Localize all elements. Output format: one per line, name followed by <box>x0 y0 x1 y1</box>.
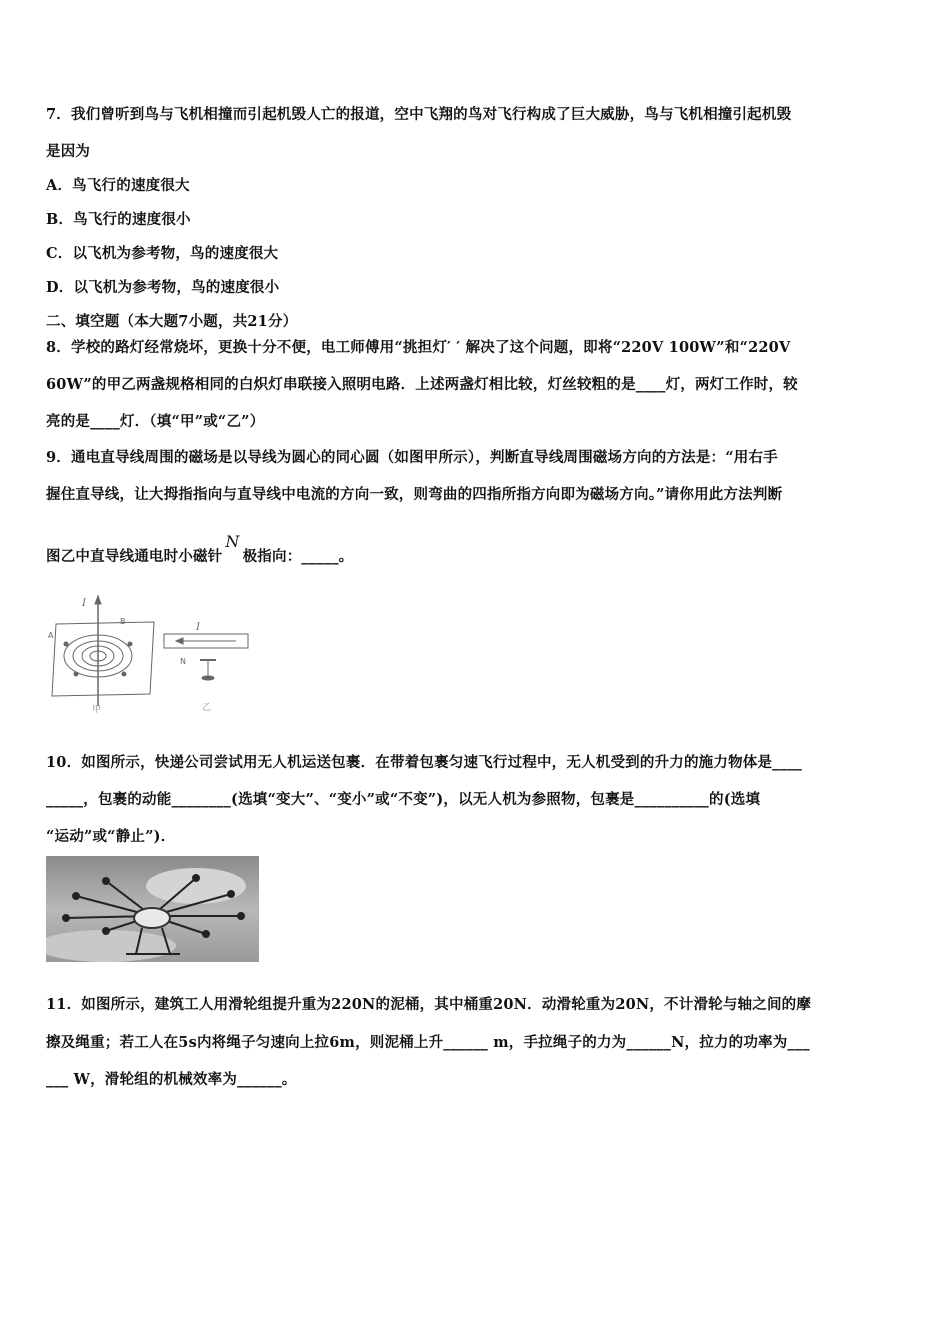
field-plane <box>52 622 154 696</box>
drone-photo <box>46 856 259 962</box>
q9-line3-text-b: 极指向：_____。 <box>242 548 354 565</box>
q10-line3: “运动”或“静止”)． <box>46 828 176 845</box>
figure-jia <box>52 596 154 706</box>
label-n: N <box>180 657 186 666</box>
q9-figure-magnetic-field <box>46 594 256 714</box>
q9-line1: 9．通电直导线周围的磁场是以导线为圆心的同心圆（如图甲所示），判断直导线周围磁场方向的方法是：“用右手 <box>46 449 778 466</box>
q9-n-pole-symbol: N <box>225 532 240 551</box>
q7-stem-line2: 是因为 <box>46 143 91 160</box>
q7-option-c: C．以飞机为参考物，鸟的速度很大 <box>46 245 279 262</box>
compass-icon <box>64 642 68 646</box>
q7-option-a: A．鸟飞行的速度很大 <box>46 177 190 194</box>
q8-line3: 亮的是____灯．（填“甲”或“乙”） <box>46 413 265 430</box>
q7-option-b: B．鸟飞行的速度很小 <box>46 211 191 228</box>
figure-yi <box>164 634 248 680</box>
q10-line2: _____，包裹的动能________(选填“变大”、“变小”或“不变”)，以无人机为参照物，包裹是__________的(选填 <box>46 791 761 808</box>
label-b: B <box>120 617 126 626</box>
caption-yi: 乙 <box>202 703 212 713</box>
current-label-jia: I <box>82 598 86 609</box>
q8-line2: 60W”的甲乙两盏规格相同的白炽灯串联接入照明电路．上述两盏灯相比较，灯丝较粗的是____灯，两灯工作时，较 <box>46 376 798 393</box>
q9-line2: 握住直导线，让大拇指指向与直导线中电流的方向一致，则弯曲的四指所指方向即为磁场方向。”请你用此方法判断 <box>46 486 783 503</box>
current-label-yi: I <box>196 622 200 633</box>
q11-line2: 擦及绳重；若工人在5s内将绳子匀速向上拉6m，则泥桶上升______ m，手拉绳子的力为______N，拉力的功率为___ <box>46 1034 810 1051</box>
q9-line3-text-a: 图乙中直导线通电时小磁针 <box>46 548 223 565</box>
compass-icon <box>74 672 78 676</box>
q8-line1: 8．学校的路灯经常烧坏，更换十分不便，电工师傅用“挑担灯′ ′ 解决了这个问题，即将“220V 100W”和“220V <box>46 339 791 356</box>
q10-line1: 10．如图所示，快递公司尝试用无人机运送包裹．在带着包裹匀速飞行过程中，无人机受到的升力的施力物体是____ <box>46 754 802 771</box>
caption-jia: 甲 <box>92 705 102 714</box>
q7-stem-line1: 7．我们曾听到鸟与飞机相撞而引起机毁人亡的报道，空中飞翔的鸟对飞行构成了巨大威胁，鸟与飞机相撞引起机毁 <box>46 106 792 123</box>
label-a: A <box>48 631 54 640</box>
compass-icon <box>128 642 132 646</box>
q7-option-d: D．以飞机为参考物，鸟的速度很小 <box>46 279 280 296</box>
compass-icon <box>122 672 126 676</box>
q11-line1: 11．如图所示，建筑工人用滑轮组提升重为220N的泥桶，其中桶重20N．动滑轮重为20N，不计滑轮与轴之间的摩 <box>46 996 812 1013</box>
needle-base <box>202 676 214 680</box>
q9-line3 <box>46 532 354 566</box>
section-heading-fill-blank: 二、填空题（本大题7小题，共21分） <box>46 313 298 330</box>
current-direction-icon <box>176 638 183 644</box>
cloud <box>146 868 246 904</box>
q11-line3: ___ W，滑轮组的机械效率为______。 <box>46 1071 297 1088</box>
current-arrow-icon <box>95 596 101 604</box>
